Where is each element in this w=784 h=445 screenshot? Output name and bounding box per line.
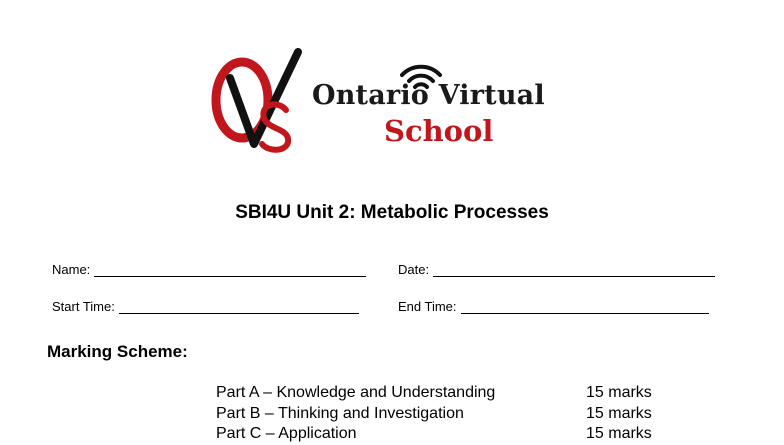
scheme-row [216,383,686,404]
brand-name-line1: Ontario Virtual [312,80,545,111]
document-title: SBI4U Unit 2: Metabolic Processes [235,202,549,223]
name-field[interactable] [52,262,366,277]
marking-scheme-heading: Marking Scheme: [47,342,188,361]
marking-scheme-table [216,383,686,445]
scheme-marks: 15 marks [586,425,652,442]
name-blank-line[interactable] [94,262,366,277]
date-blank-line[interactable] [433,262,715,277]
ovs-monogram-icon [208,48,308,154]
scheme-marks: 15 marks [586,404,652,422]
scheme-marks: 15 marks [586,384,652,401]
start-time-label: Start Time: [52,299,115,314]
end-time-field[interactable] [398,299,709,314]
date-field[interactable] [398,262,715,277]
end-time-label: End Time: [398,299,457,314]
scheme-part: Part A – Knowledge and Understanding [216,384,496,401]
scheme-part: Part C – Application [216,425,357,442]
end-time-blank-line[interactable] [461,299,709,314]
name-label: Name: [52,262,91,277]
brand-name-line2: School [384,114,494,148]
start-time-blank-line[interactable] [119,299,359,314]
scheme-part: Part B – Thinking and Investigation [216,404,464,422]
start-time-field[interactable] [52,299,359,314]
date-label: Date: [398,262,430,277]
scheme-row [216,424,686,445]
scheme-row [216,404,686,425]
school-logo [208,48,588,154]
